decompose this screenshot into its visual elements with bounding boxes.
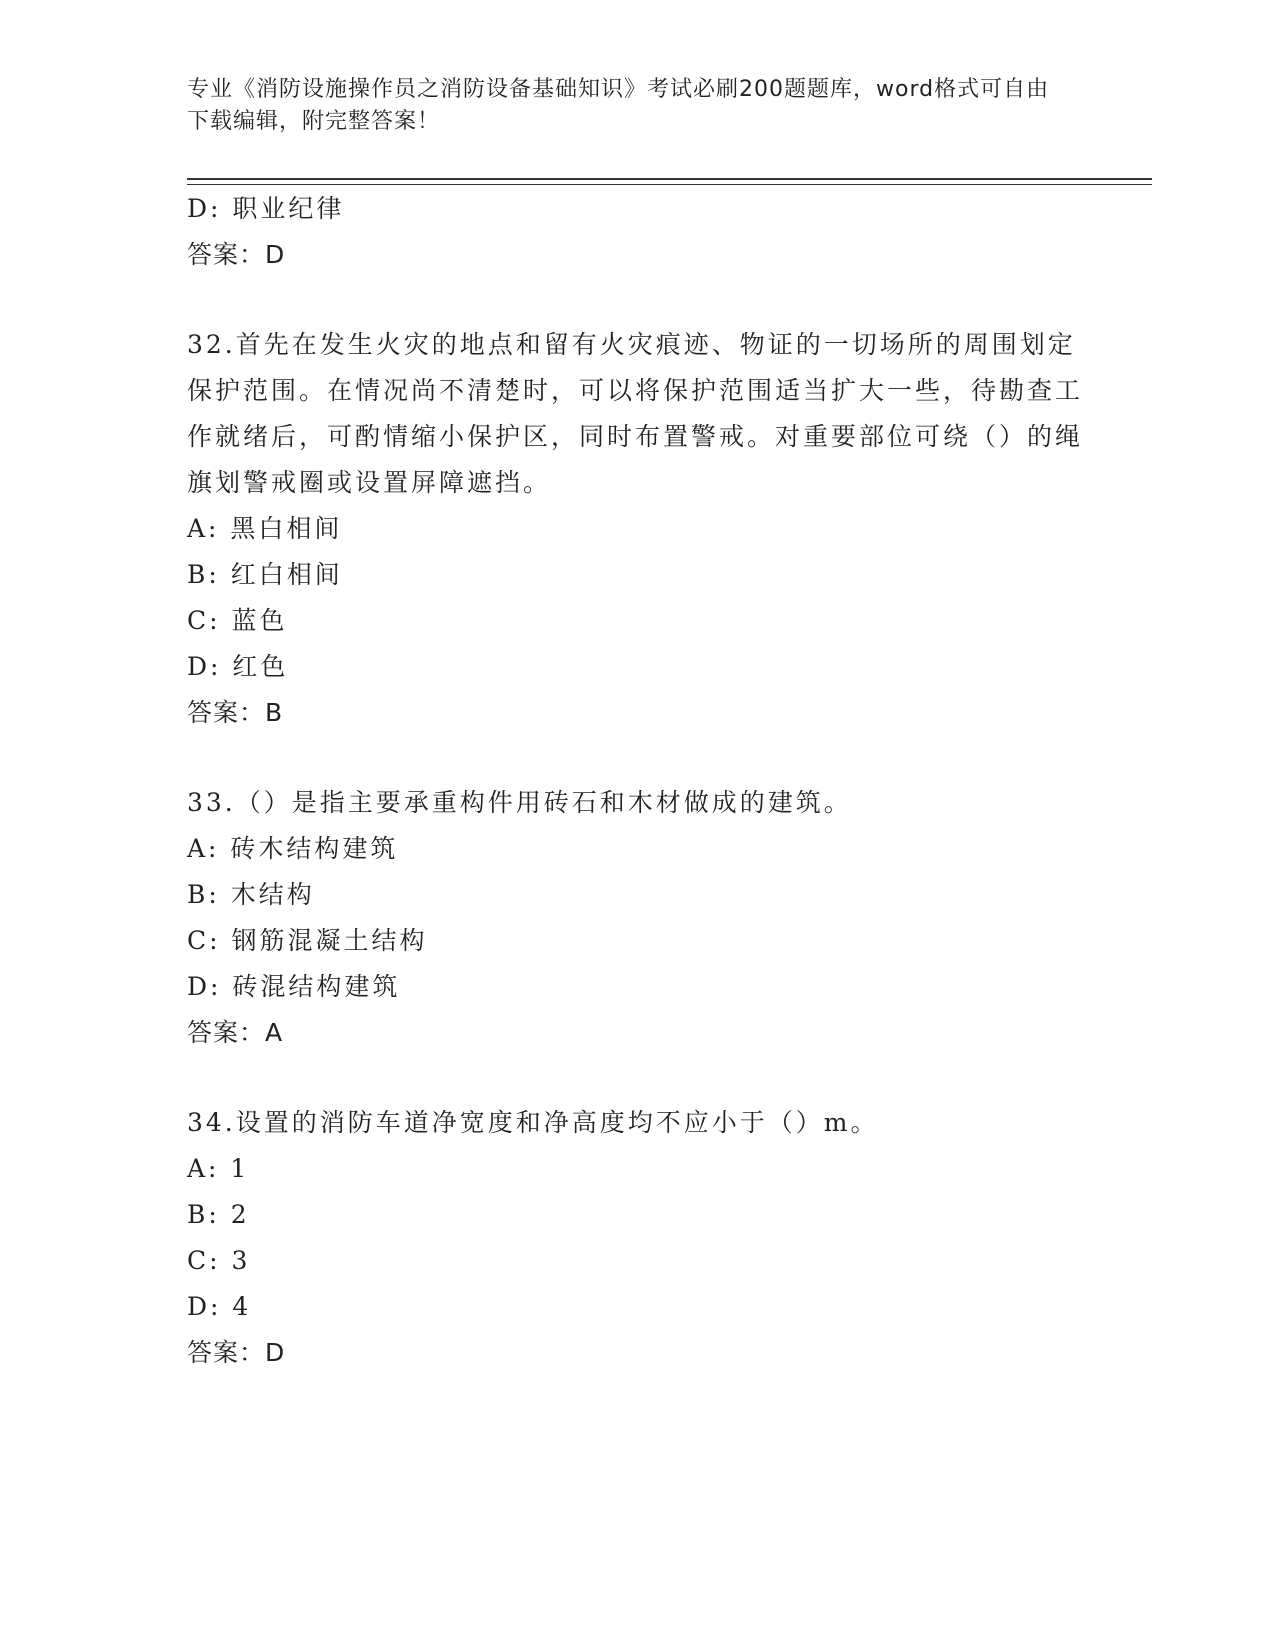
option-c: C: 蓝色 <box>187 606 288 635</box>
option-a: A: 黑白相间 <box>187 514 343 543</box>
option-d: D: 红色 <box>187 652 289 681</box>
question-list <box>187 186 1087 1420</box>
option-b: B: 红白相间 <box>187 560 343 589</box>
option-b: B: 木结构 <box>187 880 315 909</box>
question-text: 33.（）是指主要承重构件用砖石和木材做成的建筑。 <box>187 788 852 817</box>
option-b: B: 2 <box>187 1200 250 1229</box>
answer-line: 答案：D <box>187 1338 286 1367</box>
question-text: 34.设置的消防车道净宽度和净高度均不应小于（）m。 <box>187 1108 879 1137</box>
header-divider-thin <box>187 184 1152 185</box>
question-block-32 <box>187 322 1087 736</box>
answer-line: 答案：D <box>187 240 286 269</box>
document-header: 专业《消防设施操作员之消防设备基础知识》考试必刷200题题库，word格式可自由下载编辑，附完整答案！ <box>187 77 1050 134</box>
answer-line: 答案：A <box>187 1018 284 1047</box>
header-divider-thick <box>187 178 1152 180</box>
question-text: 32.首先在发生火灾的地点和留有火灾痕迹、物证的一切场所的周围划定保护范围。在情况尚不清楚时，可以将保护范围适当扩大一些，待勘查工作就绪后，可酌情缩小保护区，同时布置警戒。对重要部位可绕（）的绳旗划警戒圈或设置屏障遮挡。 <box>187 330 1084 497</box>
option-d: D: 职业纪律 <box>187 194 345 223</box>
question-block-34 <box>187 1100 1087 1376</box>
option-a: A: 砖木结构建筑 <box>187 834 399 863</box>
option-d: D: 4 <box>187 1292 252 1321</box>
option-d: D: 砖混结构建筑 <box>187 972 401 1001</box>
option-c: C: 3 <box>187 1246 251 1275</box>
question-block-33 <box>187 780 1087 1056</box>
option-a: A: 1 <box>187 1154 250 1183</box>
question-block-31 <box>187 186 1087 278</box>
answer-line: 答案：B <box>187 698 284 727</box>
option-c: C: 钢筋混凝土结构 <box>187 926 428 955</box>
